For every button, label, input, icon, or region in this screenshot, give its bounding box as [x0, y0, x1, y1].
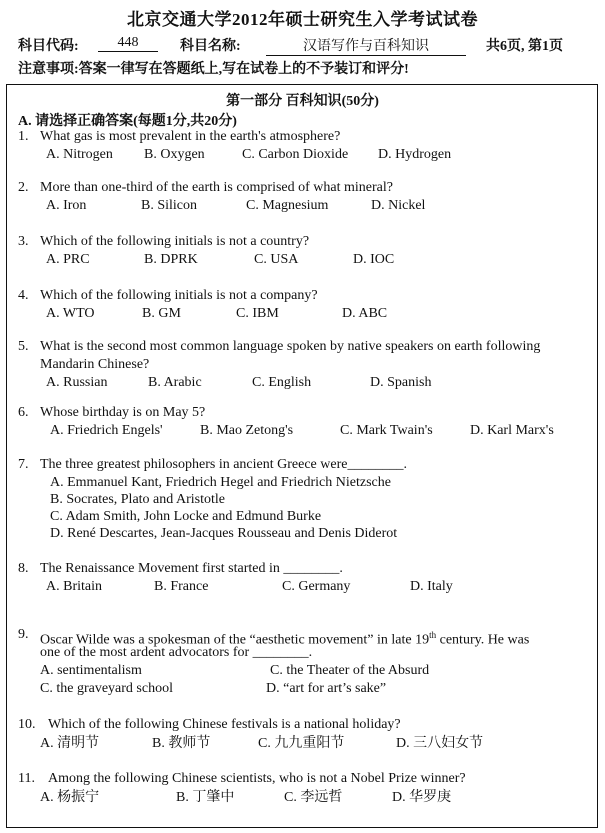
question-stem: Which of the following initials is not a country? [40, 234, 310, 249]
question-stem: More than one-third of the earth is comprised of what mineral? [40, 180, 393, 195]
options-row-1 [40, 662, 585, 680]
option-a: A. Emmanuel Kant, Friedrich Hegel and Friedrich Nietzsche [50, 475, 391, 490]
stem-superscript: th [429, 630, 437, 640]
stem-text-end: century. He was [436, 632, 530, 648]
option-d: D. Spanish [370, 375, 432, 390]
question-stem: Among the following Chinese scientists, who is not a Nobel Prize winner? [48, 771, 466, 786]
option-b: B. DPRK [144, 252, 198, 267]
question-stem: What gas is most prevalent in the earth's atmosphere? [40, 129, 341, 144]
option-c: C. Germany [282, 579, 351, 594]
option-a: A. WTO [46, 306, 95, 321]
option-b: B. 教师节 [152, 736, 211, 751]
option-a: A. Russian [46, 375, 108, 390]
option-d: D. Karl Marx's [470, 423, 554, 438]
subject-code-text: 448 [117, 35, 139, 50]
option-a: A. Iron [46, 198, 87, 213]
options-row [46, 374, 591, 392]
options-row [46, 197, 591, 215]
option-c: C. IBM [236, 306, 279, 321]
question-number: 2. [18, 180, 29, 195]
option-a: A. sentimentalism [40, 663, 142, 678]
part-title: 第一部分 百科知识(50分) [226, 94, 379, 109]
option-c: C. USA [254, 252, 299, 267]
section-instruction: A. 请选择正确答案(每题1分,共20分) [18, 114, 237, 129]
option-a: A. 杨振宁 [40, 790, 100, 805]
option-a: A. Friedrich Engels' [50, 423, 163, 438]
subject-code-label: 科目代码: [18, 39, 79, 54]
options-row [46, 305, 591, 323]
option-d: D. Italy [410, 579, 453, 594]
options-row [40, 789, 585, 807]
option-c-absurd: C. the Theater of the Absurd [270, 663, 430, 678]
question-stem: Which of the following initials is not a company? [40, 288, 318, 303]
exam-notice: 注意事项:答案一律写在答题纸上,写在试卷上的不予装订和评分! [18, 62, 409, 77]
options-row [46, 251, 591, 269]
option-a: A. Nitrogen [46, 147, 113, 162]
stem-text: Oscar Wilde was a spokesman of the “aesthetic movement” in late 19 [40, 632, 430, 648]
option-b: B. 丁肇中 [176, 790, 235, 805]
option-b: B. Oxygen [144, 147, 205, 162]
subject-code-value [98, 35, 158, 52]
option-a: A. PRC [46, 252, 90, 267]
page-count: 共6页, 第1页 [486, 39, 563, 54]
question-number: 10. [18, 717, 36, 732]
question-stem: The three greatest philosophers in ancient Greece were________. [40, 457, 407, 472]
question-number: 8. [18, 561, 29, 576]
option-c: C. Magnesium [246, 198, 329, 213]
option-d: D. ABC [342, 306, 388, 321]
option-d: D. IOC [353, 252, 395, 267]
question-number: 1. [18, 129, 29, 144]
option-d: D. “art for art’s sake” [266, 681, 387, 696]
option-b: B. Mao Zetong's [200, 423, 294, 438]
question-stem: Which of the following Chinese festivals is a national holiday? [48, 717, 401, 732]
question-stem: Whose birthday is on May 5? [40, 405, 206, 420]
options-row [40, 735, 585, 753]
option-c: C. Mark Twain's [340, 423, 433, 438]
option-c-graveyard: C. the graveyard school [40, 681, 173, 696]
question-number: 5. [18, 339, 29, 354]
option-c: C. Adam Smith, John Locke and Edmund Burke [50, 509, 322, 524]
question-number: 11. [18, 771, 35, 786]
option-c: C. 李远哲 [284, 790, 343, 805]
option-c: C. English [252, 375, 312, 390]
subject-name-text: 汉语写作与百科知识 [303, 39, 429, 54]
exam-title: 北京交通大学2012年硕士研究生入学考试试卷 [127, 10, 478, 29]
question-stem-line1: What is the second most common language spoken by native speakers on earth following [40, 339, 541, 354]
question-number: 7. [18, 457, 29, 472]
option-c: C. 九九重阳节 [258, 736, 345, 751]
question-number: 9. [18, 627, 29, 642]
question-number: 4. [18, 288, 29, 303]
options-row [46, 422, 591, 440]
option-d: D. René Descartes, Jean-Jacques Rousseau and Denis Diderot [50, 526, 398, 541]
subject-name-label: 科目名称: [180, 39, 241, 54]
option-b: B. GM [142, 306, 181, 321]
options-row [46, 146, 591, 164]
option-a: A. Britain [46, 579, 102, 594]
option-b: B. France [154, 579, 209, 594]
option-d: D. Nickel [371, 198, 426, 213]
question-stem: The Renaissance Movement first started in ________. [40, 561, 343, 576]
option-a: A. 清明节 [40, 736, 100, 751]
options-row [46, 578, 591, 596]
subject-name-value [266, 35, 466, 56]
option-c: C. Carbon Dioxide [242, 147, 349, 162]
option-b: B. Arabic [148, 375, 202, 390]
question-number: 3. [18, 234, 29, 249]
option-b: B. Silicon [141, 198, 198, 213]
options-row-2 [40, 680, 585, 698]
option-d: D. Hydrogen [378, 147, 452, 162]
question-number: 6. [18, 405, 29, 420]
option-d: D. 三八妇女节 [396, 736, 484, 751]
option-b: B. Socrates, Plato and Aristotle [50, 492, 225, 507]
subject-info-row [18, 35, 588, 55]
option-d: D. 华罗庚 [392, 790, 452, 805]
question-stem-line2: Mandarin Chinese? [40, 357, 150, 372]
question-stem-line2: one of the most ardent advocators for ________. [40, 645, 313, 660]
